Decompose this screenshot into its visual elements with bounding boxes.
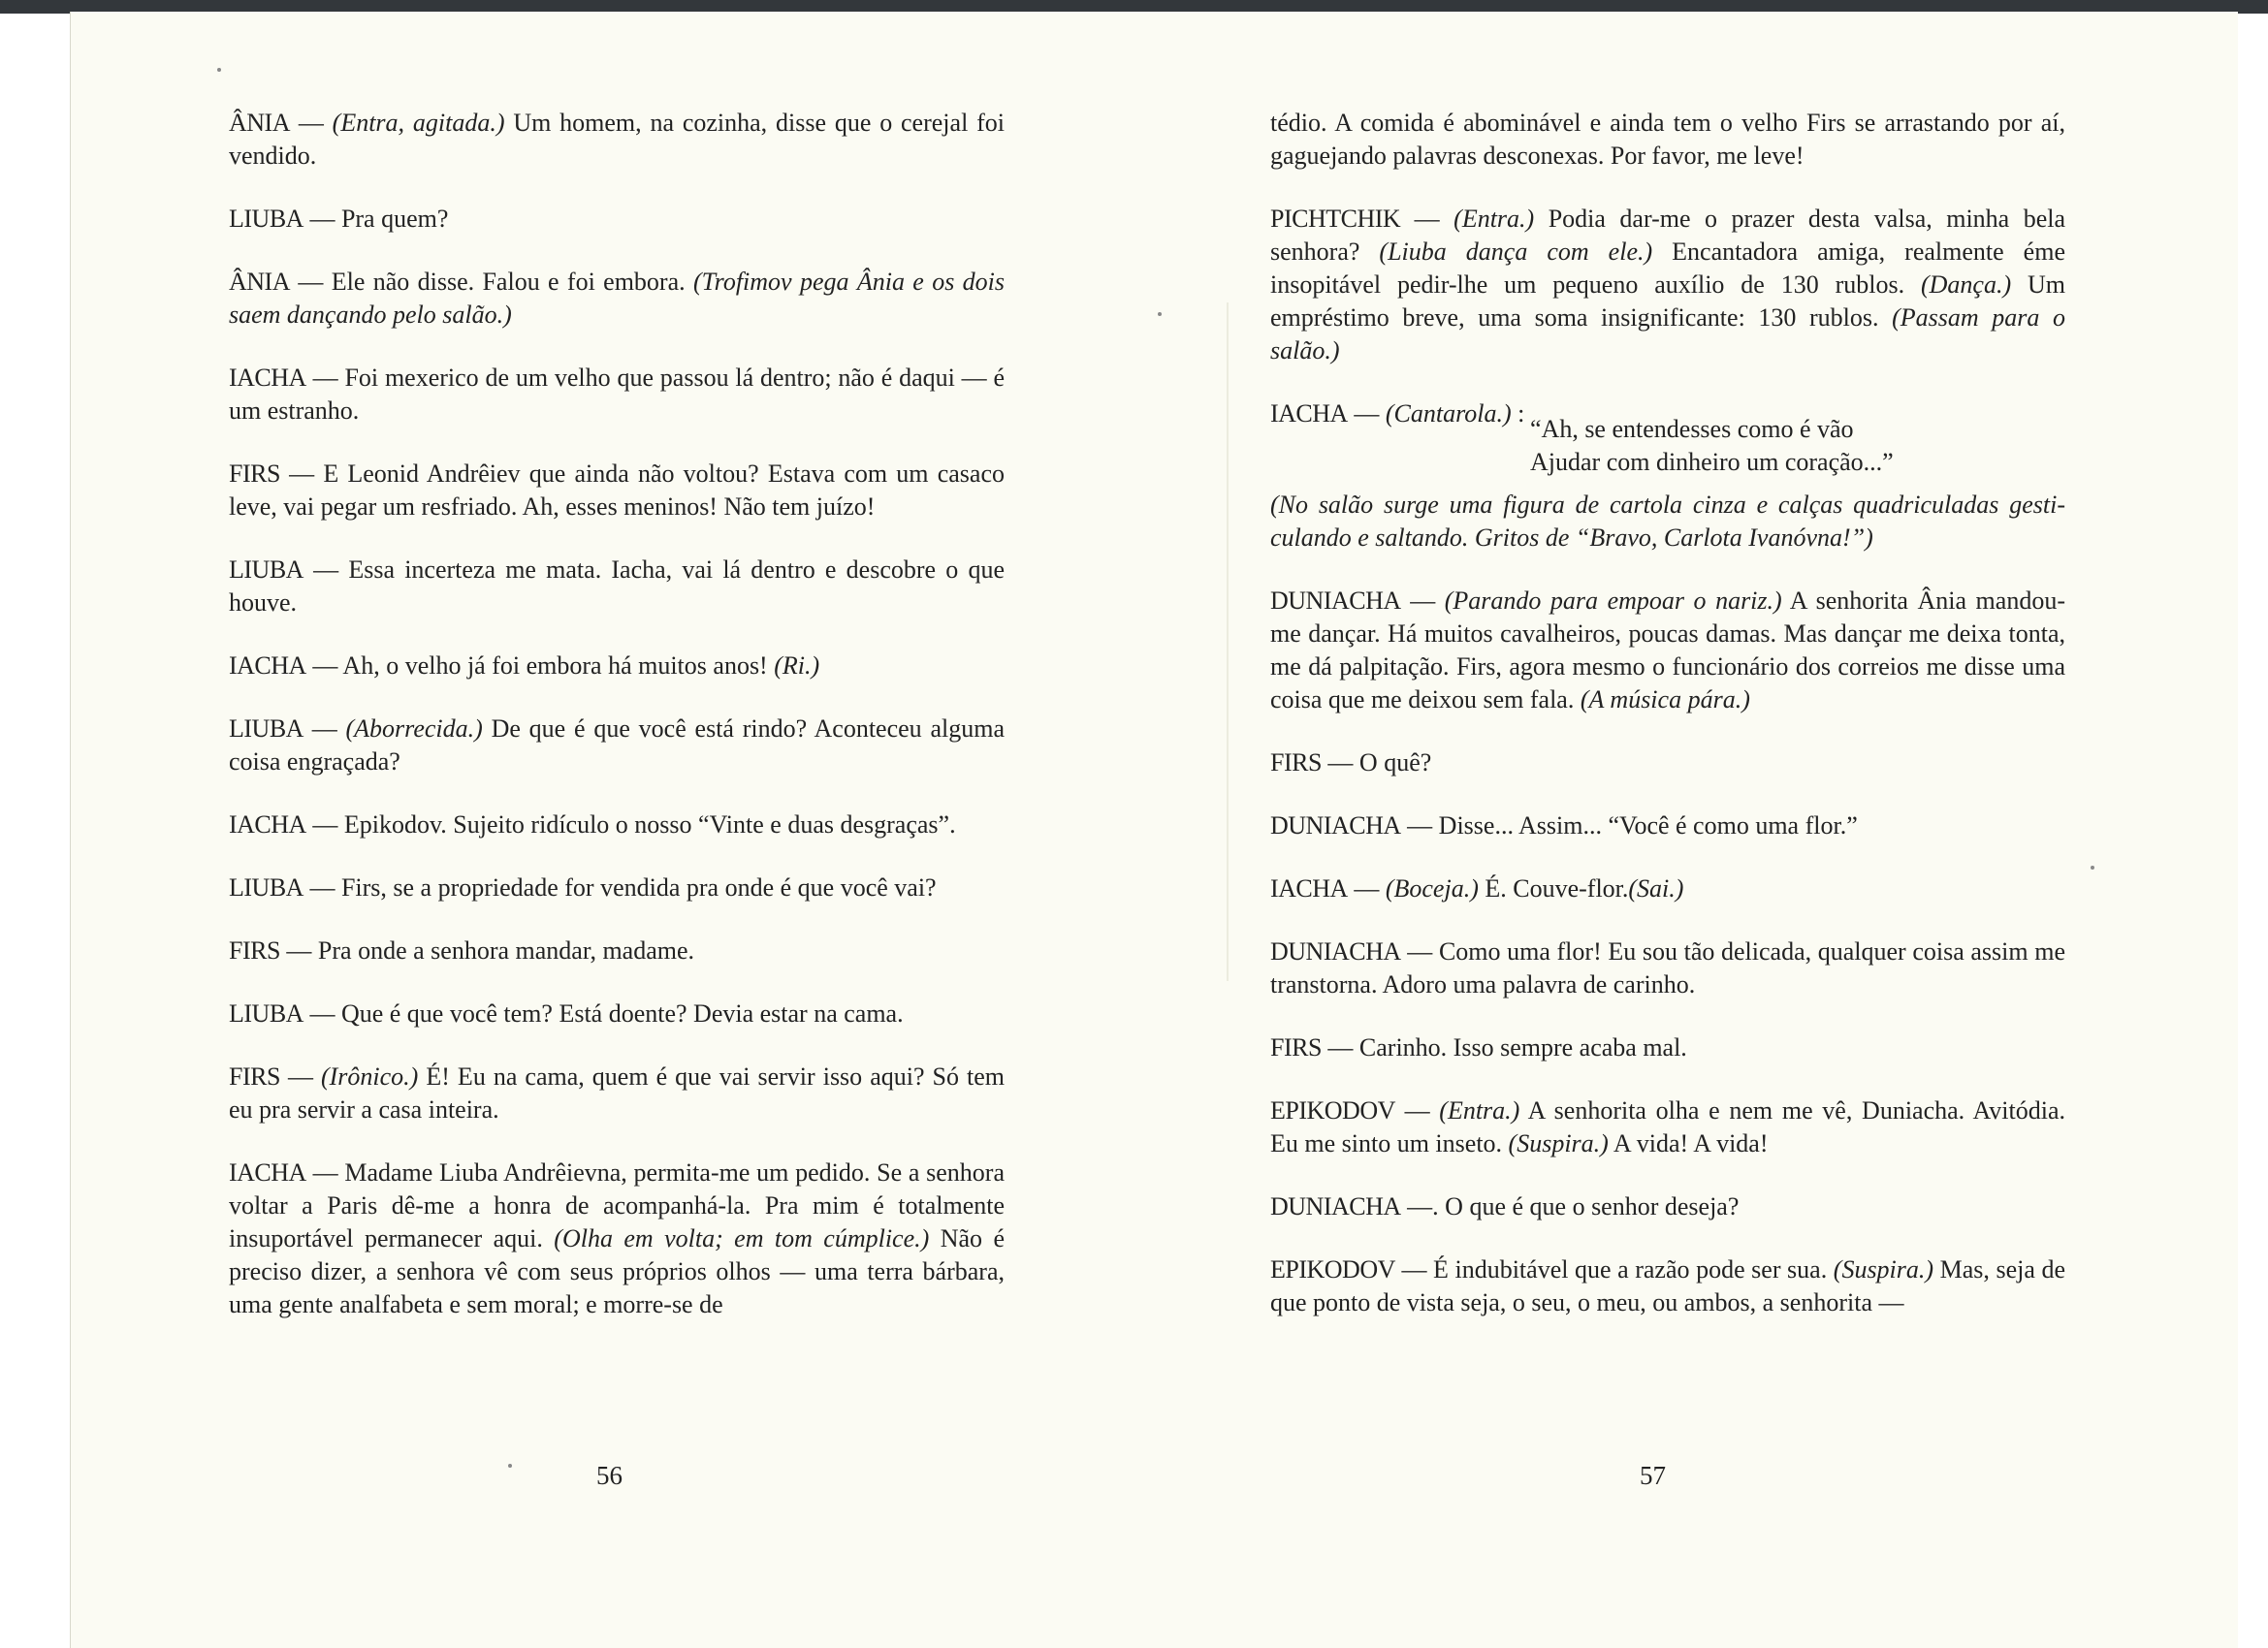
speaker-name: ÂNIA xyxy=(229,268,290,296)
dialogue-block xyxy=(229,362,1005,428)
stage-direction: (Dança.) xyxy=(1920,270,2012,299)
song-line: “Ah, se entendesses como é vão xyxy=(1530,415,1854,443)
speaker-name: LIUBA xyxy=(229,999,303,1028)
speaker-name: IACHA xyxy=(229,651,306,680)
stage-direction: (Trofimov pega Ânia e os dois saem dançando pelo salão.) xyxy=(229,268,1006,329)
stage-direction: (Parando para empoar o nariz.) xyxy=(1444,586,1782,615)
paper-speck xyxy=(508,1464,512,1468)
speaker-dash: — xyxy=(1394,1255,1434,1284)
song-line: Ajudar com dinheiro um coração...” xyxy=(1530,448,1894,476)
page-number-left: 56 xyxy=(596,1461,623,1490)
speaker-name: FIRS xyxy=(229,936,280,965)
speaker-dash: — xyxy=(1400,937,1439,966)
dialogue-text: Ele não disse. Falou e foi embora. xyxy=(331,268,693,296)
speaker-dash: — xyxy=(303,999,341,1028)
dialogue-text: Mas, seja de que ponto de vista seja, o seu, o meu, ou ambos, a senhorita — xyxy=(1270,1255,2065,1316)
dialogue-text: Um homem, na cozinha, disse que o cerejal foi vendido. xyxy=(229,109,1005,170)
speaker-name: DUNIACHA xyxy=(1270,1192,1401,1220)
stage-direction: (A música pára.) xyxy=(1580,685,1750,713)
speaker-name: IACHA xyxy=(229,1158,306,1187)
dialogue-text: De que é que você está rindo? Aconteceu alguma coisa engraçada? xyxy=(229,714,1005,776)
dialogue-block xyxy=(1270,872,2065,905)
speaker-dash: — xyxy=(290,109,333,137)
dialogue-text: Encantadora amiga, realmente éme insopitável pedir-lhe um pequeno auxílio de 130 rublos. xyxy=(1270,238,2065,299)
song-verse xyxy=(1530,413,2065,479)
speaker-name: LIUBA xyxy=(229,714,303,743)
speaker-name: IACHA xyxy=(229,364,306,392)
paper-speck xyxy=(2091,866,2094,870)
dialogue-text: Madame Liuba Andrêievna, permita-me um pedido. Se a senhora voltar a Paris dê-me a honra de acompanhá-la. Pra mim é totalmente insuportável permanecer aqui. xyxy=(229,1158,1005,1252)
speaker-name: FIRS xyxy=(229,1062,280,1091)
dialogue-text: O quê? xyxy=(1358,748,1432,776)
dialogue-text: É indubitável que a razão pode ser sua. xyxy=(1433,1255,1834,1284)
dialogue-block xyxy=(1270,1190,2065,1223)
stage-direction: (Liuba dança com ele.) xyxy=(1379,238,1653,266)
stage-direction: (Suspira.) xyxy=(1508,1129,1609,1157)
dialogue-text: A senhorita Ânia mandou-me dançar. Há muitos cavalheiros, poucas damas. Mas dançar me deixa tonta, me dá palpitação. Firs, agora mesmo o funcionário dos correios me disse uma coisa que me deixou sem fala. xyxy=(1270,586,2065,713)
dialogue-text: A senhorita olha e nem me vê, Duniacha. Avitódia. Eu me sinto um inseto. xyxy=(1270,1096,2065,1157)
speaker-name: EPIKODOV xyxy=(1270,1255,1395,1284)
dialogue-text: Que é que você tem? Está doente? Devia estar na cama. xyxy=(340,999,904,1028)
speaker-dash: — xyxy=(279,936,318,965)
dialogue-block xyxy=(1270,1253,2065,1319)
stage-direction: (Sai.) xyxy=(1628,874,1684,903)
speaker-dash: — xyxy=(1347,874,1386,903)
stage-direction: (Passam para o salão.) xyxy=(1270,303,2066,364)
dialogue-text: Firs, se a propriedade for vendida pra onde é que você vai? xyxy=(340,873,937,902)
stage-direction: (Aborrecida.) xyxy=(345,714,483,743)
dialogue-block xyxy=(1270,809,2065,842)
speaker-name: IACHA xyxy=(1270,399,1348,428)
dialogue-block xyxy=(229,650,1005,682)
paper-speck xyxy=(217,68,221,72)
dialogue-block xyxy=(229,935,1005,967)
stage-direction: (Boceja.) xyxy=(1385,874,1479,903)
dialogue-block xyxy=(1270,585,2065,716)
speaker-dash: — xyxy=(305,810,344,839)
speaker-dash: — xyxy=(1321,1033,1359,1062)
stage-direction: (Cantarola.) xyxy=(1385,399,1512,428)
dialogue-text: Não é preciso dizer, a senhora vê com seus próprios olhos — uma terra bárbara, uma gente analfabeta e sem moral; e morre-se de xyxy=(229,1224,1006,1318)
right-page xyxy=(1270,107,2065,1319)
speaker-dash: — xyxy=(1400,811,1439,840)
speaker-dash: — xyxy=(303,714,346,743)
stage-direction: (Ri.) xyxy=(774,651,820,680)
dialogue-text: Ah, o velho já foi embora há muitos anos! xyxy=(342,651,775,680)
speaker-dash: — xyxy=(1347,399,1386,428)
speaker-name: EPIKODOV xyxy=(1270,1096,1395,1125)
dialogue-block xyxy=(1270,1094,2065,1160)
speaker-dash: — xyxy=(290,268,332,296)
speaker-dash: — xyxy=(305,651,343,680)
dialogue-block xyxy=(229,266,1005,332)
speaker-name: FIRS xyxy=(1270,1033,1322,1062)
stage-direction: (No salão surge uma figura de cartola cinza e calças quadriculadas gesticulando e saltando. Gritos de “Bravo, Carlota Ivanóvna!”) xyxy=(1270,491,2065,552)
stage-direction: (Suspira.) xyxy=(1833,1255,1934,1284)
dialogue-block xyxy=(1270,935,2065,1001)
right-page-dialogue-top xyxy=(1270,203,2065,430)
continuation-paragraph: tédio. A comida é abominável e ainda tem o velho Firs se arrastando por aí, gaguejando palavras desconexas. Por favor, me leve! xyxy=(1270,109,2065,170)
speaker-name: PICHTCHIK xyxy=(1270,205,1401,233)
dialogue-text: : xyxy=(1511,399,1525,428)
dialogue-text: E Leonid Andrêiev que ainda não voltou? Estava com um casaco leve, vai pegar um resfriado. Ah, esses meninos! Não tem juízo! xyxy=(229,460,1005,521)
speaker-dash: — xyxy=(279,460,324,488)
left-page xyxy=(229,107,1005,1321)
speaker-name: FIRS xyxy=(1270,748,1322,776)
dialogue-text: Pra onde a senhora mandar, madame. xyxy=(317,936,695,965)
speaker-name: LIUBA xyxy=(229,873,303,902)
stage-direction: (Entra.) xyxy=(1453,205,1535,233)
dialogue-text: Podia dar-me o prazer desta valsa, minha bela senhora? xyxy=(1270,205,2065,266)
speaker-dash: — xyxy=(1400,205,1454,233)
speaker-dash: — xyxy=(305,364,345,392)
dialogue-text: Como uma flor! Eu sou tão delicada, qualquer coisa assim me transtorna. Adoro uma palavra de carinho. xyxy=(1270,937,2065,998)
speaker-name: DUNIACHA xyxy=(1270,811,1401,840)
speaker-dash: — xyxy=(279,1062,321,1091)
dialogue-text: Disse... Assim... “Você é como uma flor.” xyxy=(1438,811,1858,840)
speaker-dash: — xyxy=(1394,1096,1440,1125)
dialogue-block xyxy=(229,203,1005,236)
dialogue-block xyxy=(229,1157,1005,1321)
dialogue-text: Pra quem? xyxy=(340,205,449,233)
stage-direction: (Irônico.) xyxy=(320,1062,419,1091)
speaker-dash: — xyxy=(303,555,349,584)
speaker-dash: — xyxy=(303,205,341,233)
right-page-dialogue-bottom xyxy=(1270,585,2065,1319)
dialogue-block xyxy=(229,998,1005,1030)
paper-speck xyxy=(1158,312,1162,316)
speaker-dash: — xyxy=(305,1158,345,1187)
dialogue-text: Epikodov. Sujeito ridículo o nosso “Vinte e duas desgraças”. xyxy=(343,810,956,839)
speaker-name: FIRS xyxy=(229,460,280,488)
page-number-right: 57 xyxy=(1640,1461,1666,1490)
speaker-dash: —. xyxy=(1400,1192,1446,1220)
stage-direction: (Entra.) xyxy=(1439,1096,1520,1125)
speaker-dash: — xyxy=(1400,586,1445,615)
speaker-name: IACHA xyxy=(1270,874,1348,903)
dialogue-text: Foi mexerico de um velho que passou lá dentro; não é daqui — é um estranho. xyxy=(229,364,1006,425)
dialogue-block xyxy=(229,458,1005,523)
speaker-name: ÂNIA xyxy=(229,109,290,137)
dialogue-text: Essa incerteza me mata. Iacha, vai lá dentro e descobre o que houve. xyxy=(229,555,1005,617)
dialogue-text: É! Eu na cama, quem é que vai servir isso aqui? Só tem eu pra servir a casa inteira. xyxy=(229,1062,1006,1124)
speaker-dash: — xyxy=(1321,748,1359,776)
dialogue-block xyxy=(1270,746,2065,779)
dialogue-text: É. Couve-flor. xyxy=(1478,874,1629,903)
page-gutter xyxy=(1227,302,1229,981)
speaker-dash: — xyxy=(303,873,341,902)
dialogue-block xyxy=(229,808,1005,841)
dialogue-block xyxy=(229,713,1005,778)
stage-direction: (Olha em volta; em tom cúmplice.) xyxy=(554,1224,930,1252)
speaker-name: DUNIACHA xyxy=(1270,586,1401,615)
dialogue-block xyxy=(1270,1031,2065,1064)
dialogue-text: O que é que o senhor deseja? xyxy=(1445,1192,1740,1220)
speaker-name: IACHA xyxy=(229,810,306,839)
dialogue-block xyxy=(229,872,1005,904)
stage-direction: (Entra, agitada.) xyxy=(332,109,505,137)
speaker-name: DUNIACHA xyxy=(1270,937,1401,966)
left-page-dialogue xyxy=(229,107,1005,1321)
dialogue-block xyxy=(229,107,1005,173)
dialogue-text: A vida! A vida! xyxy=(1608,1129,1769,1157)
dialogue-block xyxy=(229,1061,1005,1126)
dialogue-text: Um empréstimo breve, uma soma insignificante: 130 rublos. xyxy=(1270,270,2065,332)
speaker-name: LIUBA xyxy=(229,555,303,584)
dialogue-block xyxy=(229,554,1005,619)
speaker-name: LIUBA xyxy=(229,205,303,233)
dialogue-text: Carinho. Isso sempre acaba mal. xyxy=(1358,1033,1687,1062)
dialogue-block xyxy=(1270,203,2065,367)
